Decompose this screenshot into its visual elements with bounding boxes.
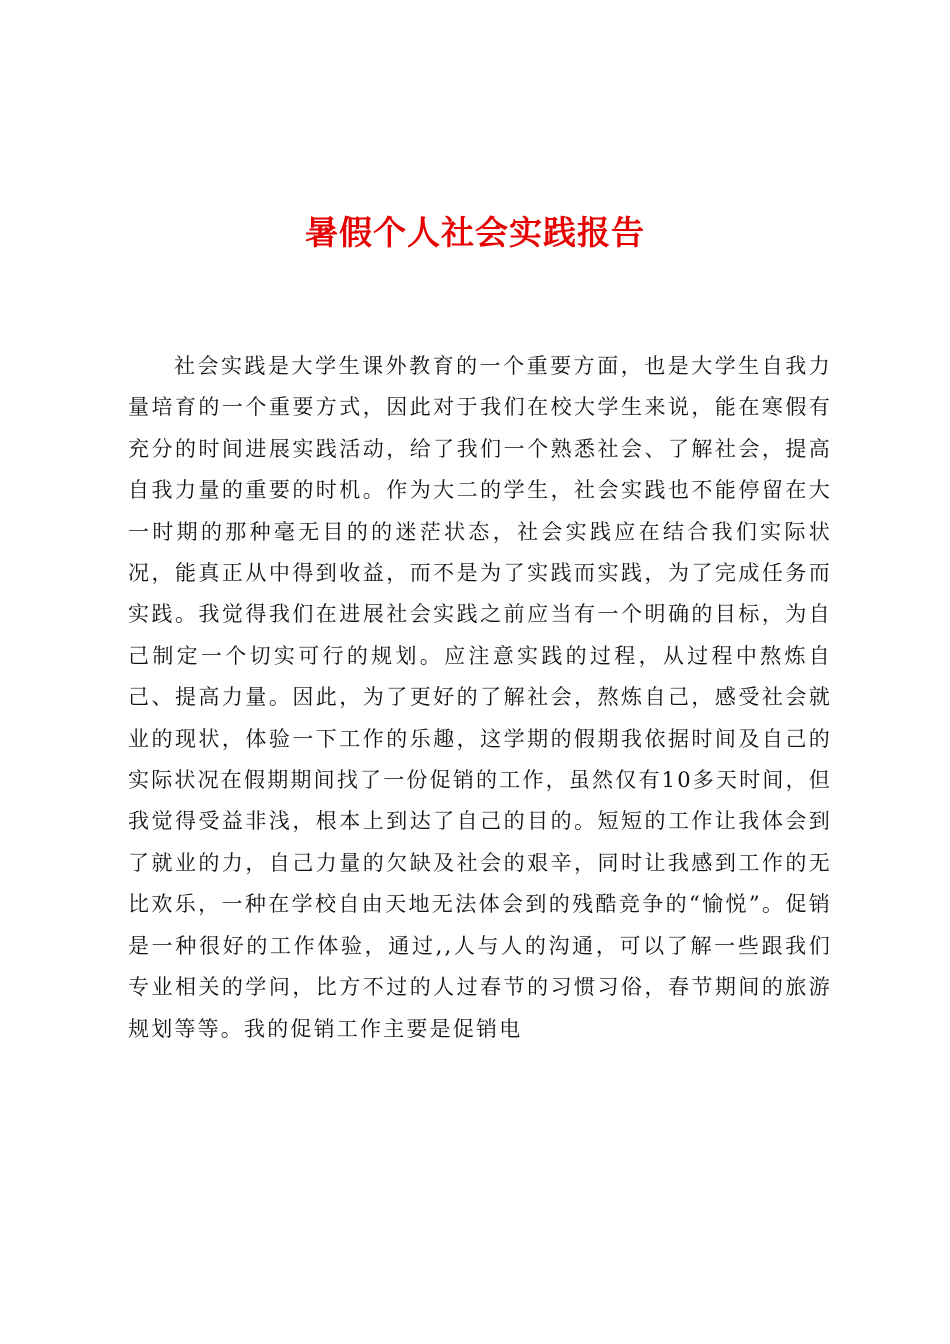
document-title: 暑假个人社会实践报告 [305,213,645,252]
body-paragraph: 社会实践是大学生课外教育的一个重要方面，也是大学生自我力量培育的一个重要方式，因此对于我们在校大学生来说，能在寒假有充分的时间进展实践活动，给了我们一个熟悉社会、了解社会，提高自我力量的重要的时机。作为大二的学生，社会实践也不能停留在大一时期的那种毫无目的的迷茫状态，社会实践应在结合我们实际状况，能真正从中得到收益，而不是为了实践而实践，为了完成任务而实践。我觉得我们在进展社会实践之前应当有一个明确的目标，为自己制定一个切实可行的规划。应注意实践的过程，从过程中熬炼自己、提高力量。因此，为了更好的了解社会，熬炼自己，感受社会就业的现状，体验一下工作的乐趣，这学期的假期我依据时间及自己的实际状况在假期期间找了一份促销的工作，虽然仅有10多天时间，但我觉得受益非浅，根本上到达了自己的目的。短短的工作让我体会到了就业的力，自己力量的欠缺及社会的艰辛，同时让我感到工作的无比欢乐，一种在学校自由天地无法体会到的残酷竞争的“愉悦”。促销是一种很好的工作体验，通过,,人与人的沟通，可以了解一些跟我们专业相关的学问，比方不过的人过春节的习惯习俗，春节期间的旅游规划等等。我的促销工作主要是促销电 [128,354,832,1041]
